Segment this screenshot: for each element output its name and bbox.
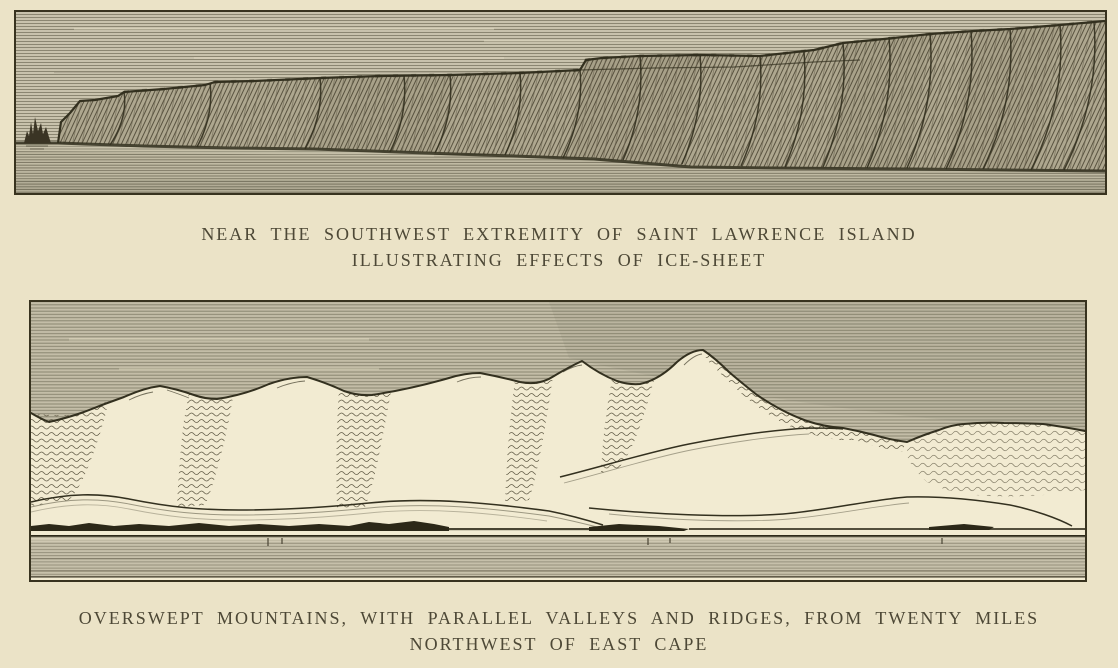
caption-mountains-line2: NORTHWEST OF EAST CAPE xyxy=(409,634,709,654)
engraving-saint-lawrence-cliffs xyxy=(14,10,1107,195)
cliffs-illustration xyxy=(14,10,1107,195)
caption-mountains xyxy=(0,605,1118,657)
caption-mountains-line1: OVERSWEPT MOUNTAINS, WITH PARALLEL VALLEYS AND RIDGES, FROM TWENTY MILES xyxy=(78,608,1040,628)
mountains-illustration xyxy=(29,300,1087,582)
caption-cliffs-line1: NEAR THE SOUTHWEST EXTREMITY OF SAINT LAWRENCE ISLAND xyxy=(201,224,917,244)
caption-cliffs-line2: ILLUSTRATING EFFECTS OF ICE-SHEET xyxy=(351,250,767,270)
engraving-overswept-mountains xyxy=(29,300,1087,582)
caption-cliffs xyxy=(0,221,1118,273)
